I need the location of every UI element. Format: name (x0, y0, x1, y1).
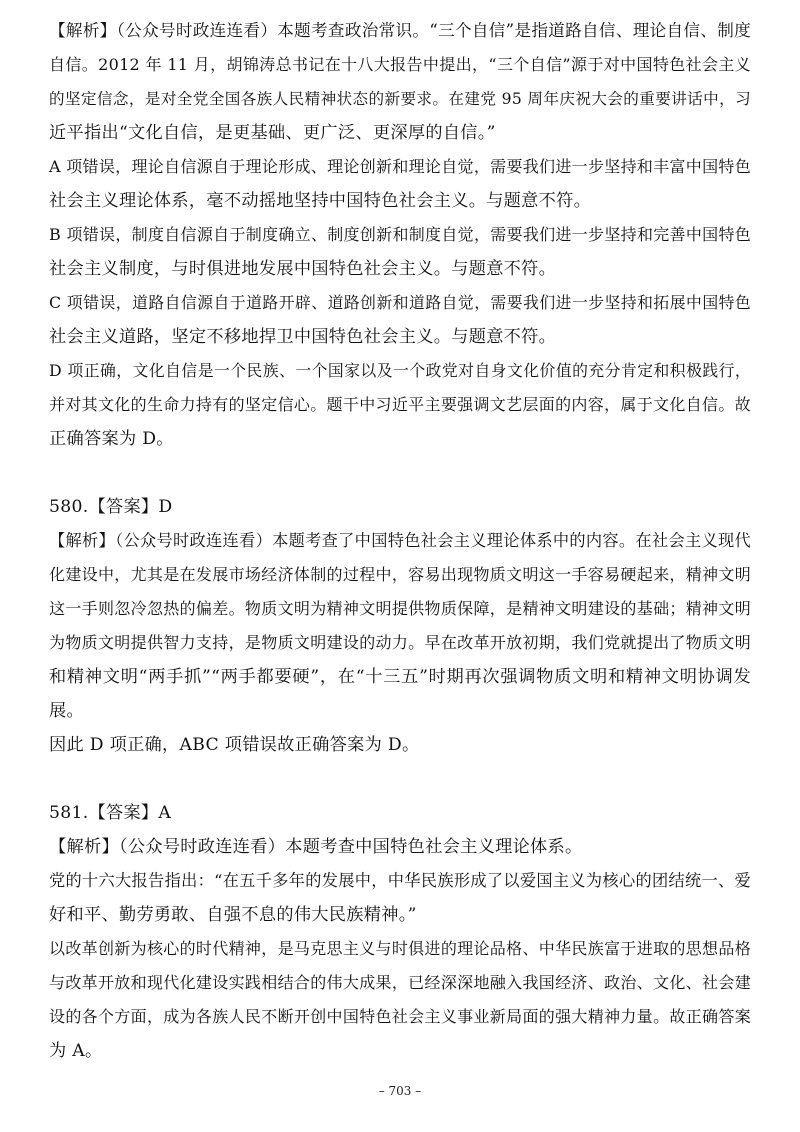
text-line: 与改革开放和现代化建设实践相结合的伟大成果，已经深深地融入我国经济、政治、文化、社会建 (49, 973, 751, 992)
text-line: 党的十六大报告指出：“在五千多年的发展中，中华民族形成了以爱国主义为核心的团结统一、爱 (49, 871, 751, 890)
text-line: 这一手则忽冷忽热的偏差。物质文明为精神文明提供物质保障，是精神文明建设的基础；精神文明 (49, 599, 751, 618)
text-line: A 项错误，理论自信源自于理论形成、理论创新和理论自觉，需要我们进一步坚持和丰富中国特色 (49, 157, 751, 176)
text-line: 化建设中，尤其是在发展市场经济体制的过程中，容易出现物质文明这一手容易硬起来，精神文明 (49, 565, 751, 584)
text-line: 社会主义制度，与时俱进地发展中国特色社会主义。与题意不符。 (49, 259, 557, 279)
text-line: 正确答案为 D。 (49, 429, 174, 449)
text-line: B 项错误，制度自信源自于制度确立、制度创新和制度自觉，需要我们进一步坚持和完善中国特色 (49, 225, 752, 244)
text-line: 为 A。 (49, 1041, 103, 1061)
text-line: D 项正确，文化自信是一个民族、一个国家以及一个政党对自身文化价值的充分肯定和积极践行， (49, 361, 751, 380)
text-line: 【解析】（公众号时政连连看）本题考查政治常识。“三个自信”是指道路自信、理论自信、制度 (49, 21, 751, 40)
text-line: 设的各个方面，成为各族人民不断开创中国特色社会主义事业新局面的强大精神力量。故正确答案 (49, 1007, 751, 1026)
text-line: 好和平、勤劳勇敢、自强不息的伟大民族精神。” (49, 905, 417, 925)
text-line: 因此 D 项正确，ABC 项错误故正确答案为 D。 (49, 735, 420, 755)
text-line: 和精神文明“两手抓”“两手都要硬”，在“十三五”时期再次强调物质文明和精神文明协调发 (49, 667, 751, 687)
text-line: 【解析】（公众号时政连连看）本题考查中国特色社会主义理论体系。 (49, 837, 583, 857)
text-line: 【解析】（公众号时政连连看）本题考查了中国特色社会主义理论体系中的内容。在社会主义现代 (49, 531, 751, 550)
answer-heading: 580.【答案】D (49, 497, 173, 517)
page-number: – 703 – (378, 1084, 422, 1098)
answer-heading: 581.【答案】A (49, 803, 172, 823)
text-line: 社会主义道路，坚定不移地捍卫中国特色社会主义。与题意不符。 (49, 327, 557, 347)
text-line: C 项错误，道路自信源自于道路开辟、道路创新和道路自觉，需要我们进一步坚持和拓展中国特色 (49, 293, 751, 312)
text-line: 并对其文化的生命力持有的坚定信心。题干中习近平主要强调文艺层面的内容，属于文化自信。故 (49, 395, 751, 414)
text-line: 为物质文明提供智力支持，是物质文明建设的动力。早在改革开放初期，我们党就提出了物质文明 (49, 633, 751, 652)
text-line: 的坚定信念，是对全党全国各族人民精神状态的新要求。在建党 95 周年庆祝大会的重要讲话中，习 (49, 90, 751, 108)
text-line: 自信。2012 年 11 月，胡锦涛总书记在十八大报告中提出，“三个自信”源于对中国特色社会主义 (49, 55, 751, 74)
text-line: 社会主义理论体系，毫不动摇地坚持中国特色社会主义。与题意不符。 (49, 191, 592, 211)
text-line: 展。 (49, 701, 84, 721)
text-line: 以改革创新为核心的时代精神，是马克思主义与时俱进的理论品格、中华民族富于进取的思想品格 (49, 939, 751, 958)
text-line: 近平指出“文化自信，是更基础、更广泛、更深厚的自信。” (49, 123, 496, 143)
